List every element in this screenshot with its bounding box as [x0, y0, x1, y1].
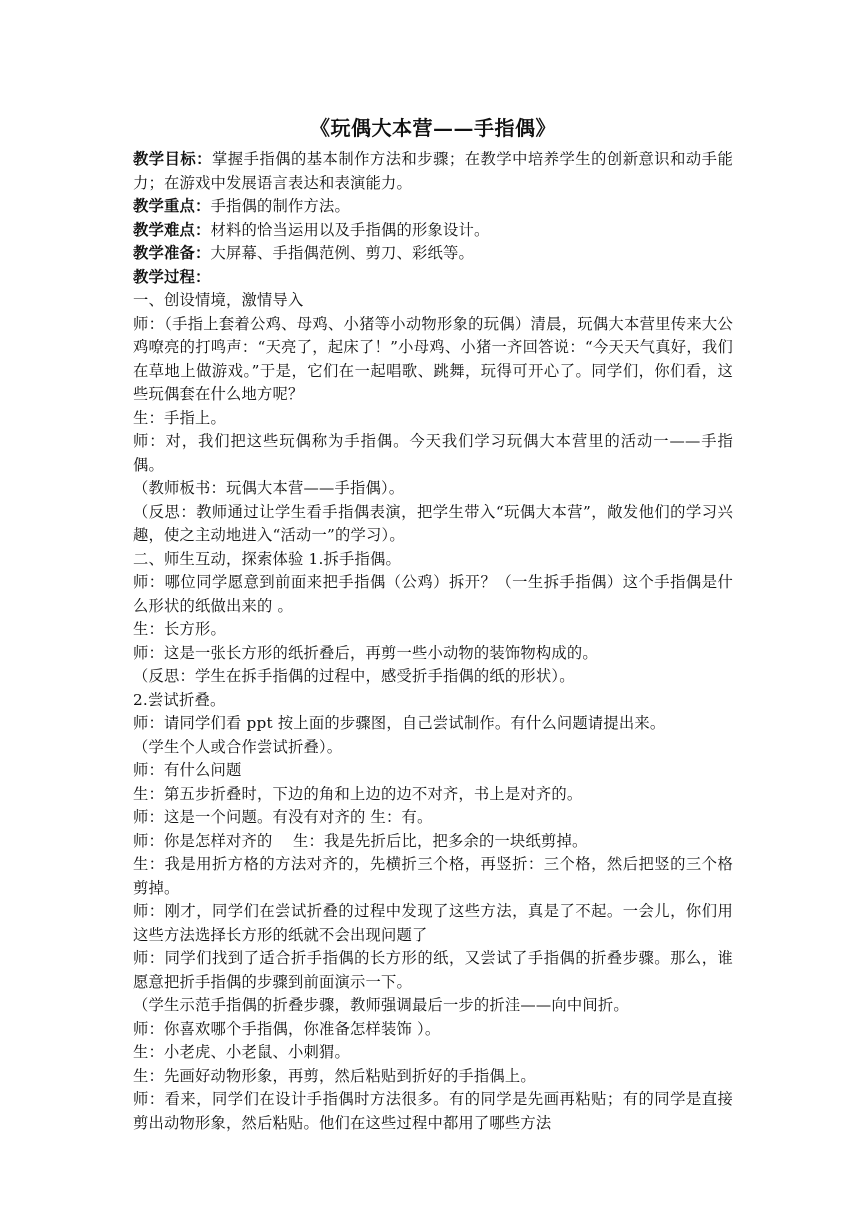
document-page	[133, 112, 733, 1135]
process-heading: 教学过程：	[133, 267, 211, 286]
meta-goal	[133, 148, 733, 195]
meta-difficulty-text: 材料的恰当运用以及手指偶的形象设计。	[210, 220, 490, 239]
paragraph: 师：同学们找到了适合折手指偶的长方形的纸，又尝试了手指偶的折叠步骤。那么，谁愿意把折手指偶的步骤到前面演示一下。	[133, 949, 733, 991]
meta-goal-label: 教学目标：	[133, 150, 212, 168]
paragraph: 2.尝试折叠。	[133, 690, 226, 709]
meta-goal-text: 掌握手指偶的基本制作方法和步骤；在教学中培养学生的创新意识和动手能力；在游戏中发展语言表达和表演能力。	[133, 150, 733, 192]
paragraph: 师：你喜欢哪个手指偶，你准备怎样装饰 ）。	[133, 1019, 441, 1038]
paragraph: （学生个人或合作尝试折叠）。	[133, 737, 343, 756]
paragraph: 师：（手指上套着公鸡、母鸡、小猪等小动物形象的玩偶）清晨，玩偶大本营里传来大公鸡嘹亮的打鸣声：“天亮了，起床了！”小母鸡、小猪一齐回答说：“今天天气真好，我们在草地上做游戏。”于是，它们在一起唱歌、跳舞，玩得可开心了。同学们，你们看，这些玩偶套在什么地方呢？	[133, 314, 733, 403]
paragraph: （学生示范手指偶的折叠步骤，教师强调最后一步的折洼——向中间折。	[133, 996, 629, 1014]
meta-key-point-label: 教学重点：	[133, 197, 211, 215]
paragraph: 师：这是一个问题。有没有对齐的 生：有。	[133, 808, 433, 826]
paragraph: 生：手指上。	[133, 408, 226, 427]
meta-difficulty	[133, 219, 733, 243]
meta-preparation-label: 教学准备：	[133, 244, 211, 262]
paragraph: 师：哪位同学愿意到前面来把手指偶（公鸡）拆开？（一生拆手指偶）这个手指偶是什么形状的纸做出来的 。	[133, 573, 733, 615]
document-title: 《玩偶大本营——手指偶》	[310, 116, 556, 140]
paragraph: 师：有什么问题	[133, 761, 242, 779]
paragraph: （反思：学生在拆手指偶的过程中，感受折手指偶的纸的形状）。	[133, 667, 575, 685]
paragraph: 二、师生互动，探索体验 1.拆手指偶。	[133, 549, 402, 568]
paragraph: 师：对，我们把这些玩偶称为手指偶。今天我们学习玩偶大本营里的活动一——手指偶。	[133, 432, 733, 474]
paragraph: 师：刚才，同学们在尝试折叠的过程中发现了这些方法，真是了不起。一会儿，你们用这些方法选择长方形的纸就不会出现问题了	[133, 902, 733, 944]
paragraph: 师：你是怎样对齐的 生：我是先折后比，把多余的一块纸剪掉。	[133, 831, 588, 850]
paragraph: （教师板书：玩偶大本营——手指偶）。	[133, 479, 405, 497]
meta-preparation	[133, 242, 733, 266]
meta-key-point-text: 手指偶的制作方法。	[210, 197, 350, 215]
paragraph: 生：小老虎、小老鼠、小刺猬。	[133, 1043, 350, 1061]
paragraph: 师：请同学们看 ppt 按上面的步骤图，自己尝试制作。有什么问题请提出来。	[133, 714, 666, 732]
process-body	[133, 289, 733, 1135]
meta-difficulty-label: 教学难点：	[133, 220, 211, 239]
paragraph: （反思：教师通过让学生看手指偶表演，把学生带入“玩偶大本营”，敞发他们的学习兴趣，使之主动地进入“活动一”的学习）。	[133, 502, 733, 544]
paragraph: 生：长方形。	[133, 620, 226, 638]
paragraph: 生：先画好动物形象，再剪，然后粘贴到折好的手指偶上。	[133, 1066, 536, 1085]
paragraph: 师：这是一张长方形的纸折叠后，再剪一些小动物的装饰物构成的。	[133, 643, 598, 662]
paragraph: 师：看来，同学们在设计手指偶时方法很多。有的同学是先画再粘贴；有的同学是直接剪出动物形象，然后粘贴。他们在这些过程中都用了哪些方法	[133, 1090, 733, 1132]
paragraph: 一、创设情境，激情导入	[133, 291, 304, 309]
meta-key-point	[133, 195, 733, 219]
paragraph: 生：第五步折叠时，下边的角和上边的边不对齐，书上是对齐的。	[133, 784, 583, 803]
paragraph: 生：我是用折方格的方法对齐的，先横折三个格，再竖折：三个格，然后把竖的三个格剪掉。	[133, 855, 733, 897]
meta-preparation-text: 大屏幕、手指偶范例、剪刀、彩纸等。	[210, 244, 474, 262]
